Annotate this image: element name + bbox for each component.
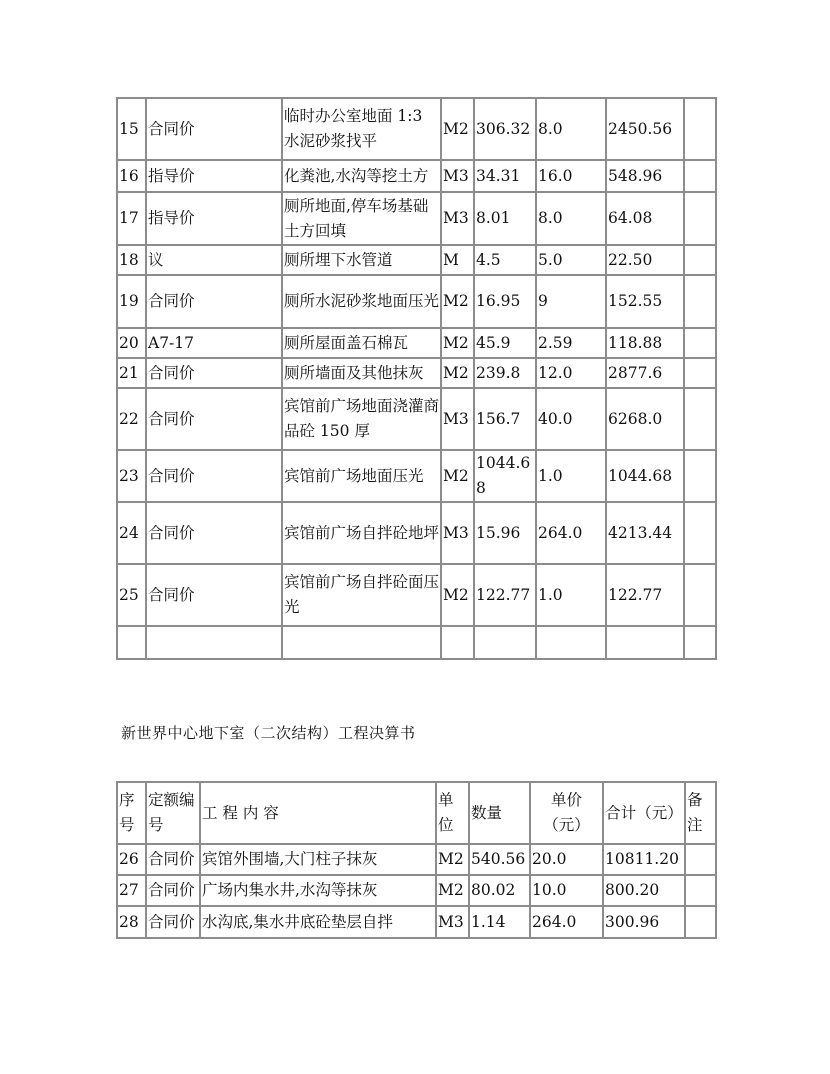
- cell-content: 宾馆前广场地面压光: [282, 450, 441, 502]
- cell-code: 合同价: [146, 388, 282, 450]
- cell-code: 指导价: [146, 160, 282, 192]
- cell-note: [684, 160, 716, 192]
- table-row: [117, 844, 716, 875]
- cell-price: 16.0: [536, 160, 606, 192]
- cell-unit: M3: [436, 906, 469, 938]
- cell-content: [282, 626, 441, 659]
- cell-unit: M3: [441, 388, 474, 450]
- cell-no: 16: [117, 160, 146, 192]
- cell-content: 宾馆前广场自拌砼面压光: [282, 564, 441, 626]
- cell-note: [684, 192, 716, 245]
- cell-unit: M: [441, 245, 474, 275]
- cell-note: [684, 502, 716, 564]
- header-total: 合计（元）: [603, 782, 685, 844]
- cell-unit: M2: [441, 275, 474, 328]
- cell-no: 25: [117, 564, 146, 626]
- header-content: 工 程 内 容: [200, 782, 436, 844]
- table-row: [117, 388, 716, 450]
- cell-unit: M2: [441, 98, 474, 160]
- cell-content: 临时办公室地面 1:3 水泥砂浆找平: [282, 98, 441, 160]
- cell-total: 2877.6: [606, 358, 684, 388]
- cell-total: 10811.20: [603, 844, 685, 875]
- cell-total: 6268.0: [606, 388, 684, 450]
- cell-price: 1.0: [536, 450, 606, 502]
- cell-price: 5.0: [536, 245, 606, 275]
- cell-total: 800.20: [603, 875, 685, 906]
- cell-unit: M2: [441, 328, 474, 358]
- cell-note: [685, 906, 716, 938]
- cell-no: 19: [117, 275, 146, 328]
- cell-price: 8.0: [536, 192, 606, 245]
- cell-no: 15: [117, 98, 146, 160]
- cell-unit: M3: [441, 502, 474, 564]
- cell-price: 20.0: [530, 844, 603, 875]
- cell-qty: 45.9: [474, 328, 536, 358]
- cell-note: [684, 358, 716, 388]
- cell-code: 合同价: [146, 358, 282, 388]
- cell-unit: M3: [441, 192, 474, 245]
- cell-no: [117, 626, 146, 659]
- table-header-row: [117, 782, 716, 844]
- cell-price: 9: [536, 275, 606, 328]
- cell-note: [684, 98, 716, 160]
- cell-note: [684, 275, 716, 328]
- cell-unit: M2: [441, 358, 474, 388]
- cell-no: 18: [117, 245, 146, 275]
- cell-qty: 306.32: [474, 98, 536, 160]
- cell-price: 2.59: [536, 328, 606, 358]
- cell-note: [685, 844, 716, 875]
- cell-code: 合同价: [146, 450, 282, 502]
- cell-code: 合同价: [146, 564, 282, 626]
- table-row: [117, 98, 716, 160]
- cell-code: [146, 626, 282, 659]
- cell-qty: 8.01: [474, 192, 536, 245]
- cell-no: 17: [117, 192, 146, 245]
- cell-price: 10.0: [530, 875, 603, 906]
- header-unit: 单位: [436, 782, 469, 844]
- cell-price: 264.0: [536, 502, 606, 564]
- cell-total: 118.88: [606, 328, 684, 358]
- cell-code: 议: [146, 245, 282, 275]
- cell-price: [536, 626, 606, 659]
- header-code: 定额编号: [146, 782, 200, 844]
- cell-qty: 540.56: [469, 844, 530, 875]
- cell-price: 1.0: [536, 564, 606, 626]
- cell-note: [684, 328, 716, 358]
- cell-code: 合同价: [146, 906, 200, 938]
- cell-no: 28: [117, 906, 146, 938]
- cell-code: A7-17: [146, 328, 282, 358]
- cell-unit: [441, 626, 474, 659]
- cell-qty: [474, 626, 536, 659]
- cell-note: [684, 388, 716, 450]
- cell-qty: 122.77: [474, 564, 536, 626]
- settlement-table-2: [116, 781, 717, 939]
- cell-note: [684, 626, 716, 659]
- cell-no: 26: [117, 844, 146, 875]
- page-heading: 新世界中心地下室（二次结构）工程决算书: [121, 724, 416, 742]
- cell-no: 23: [117, 450, 146, 502]
- table-row: [117, 275, 716, 328]
- cell-qty: 239.8: [474, 358, 536, 388]
- cell-content: 宾馆前广场自拌砼地坪: [282, 502, 441, 564]
- cell-price: 8.0: [536, 98, 606, 160]
- table-row: [117, 358, 716, 388]
- cell-no: 24: [117, 502, 146, 564]
- cell-content: 宾馆外围墙,大门柱子抹灰: [200, 844, 436, 875]
- cell-price: 264.0: [530, 906, 603, 938]
- cell-code: 合同价: [146, 275, 282, 328]
- table-row: [117, 626, 716, 659]
- settlement-table-1: [116, 97, 717, 660]
- cell-total: 22.50: [606, 245, 684, 275]
- cell-price: 12.0: [536, 358, 606, 388]
- cell-content: 厕所屋面盖石棉瓦: [282, 328, 441, 358]
- cell-code: 合同价: [146, 98, 282, 160]
- cell-note: [684, 564, 716, 626]
- table-row: [117, 875, 716, 906]
- cell-total: 548.96: [606, 160, 684, 192]
- cell-note: [684, 450, 716, 502]
- cell-qty: 1.14: [469, 906, 530, 938]
- cell-price: 40.0: [536, 388, 606, 450]
- cell-no: 21: [117, 358, 146, 388]
- cell-content: 化粪池,水沟等挖土方: [282, 160, 441, 192]
- cell-no: 27: [117, 875, 146, 906]
- cell-total: 152.55: [606, 275, 684, 328]
- cell-total: 122.77: [606, 564, 684, 626]
- header-qty: 数量: [469, 782, 530, 844]
- cell-code: 合同价: [146, 875, 200, 906]
- cell-qty: 15.96: [474, 502, 536, 564]
- cell-unit: M3: [441, 160, 474, 192]
- cell-no: 22: [117, 388, 146, 450]
- cell-unit: M2: [436, 844, 469, 875]
- table-row: [117, 502, 716, 564]
- table-row: [117, 160, 716, 192]
- cell-note: [685, 875, 716, 906]
- cell-unit: M2: [436, 875, 469, 906]
- header-price: 单价（元）: [530, 782, 603, 844]
- cell-content: 水沟底,集水井底砼垫层自拌: [200, 906, 436, 938]
- cell-note: [684, 245, 716, 275]
- cell-total: 64.08: [606, 192, 684, 245]
- table-row: [117, 245, 716, 275]
- cell-qty: 80.02: [469, 875, 530, 906]
- cell-unit: M2: [441, 450, 474, 502]
- cell-code: 合同价: [146, 502, 282, 564]
- table-row: [117, 564, 716, 626]
- cell-unit: M2: [441, 564, 474, 626]
- cell-no: 20: [117, 328, 146, 358]
- table-row: [117, 906, 716, 938]
- header-no: 序号: [117, 782, 146, 844]
- table-row: [117, 328, 716, 358]
- table-row: [117, 192, 716, 245]
- cell-content: 广场内集水井,水沟等抹灰: [200, 875, 436, 906]
- cell-code: 合同价: [146, 844, 200, 875]
- cell-qty: 156.7: [474, 388, 536, 450]
- cell-total: 2450.56: [606, 98, 684, 160]
- cell-content: 宾馆前广场地面浇灌商品砼 150 厚: [282, 388, 441, 450]
- cell-qty: 4.5: [474, 245, 536, 275]
- header-note: 备注: [685, 782, 716, 844]
- cell-content: 厕所埋下水管道: [282, 245, 441, 275]
- cell-content: 厕所水泥砂浆地面压光: [282, 275, 441, 328]
- cell-total: [606, 626, 684, 659]
- cell-qty: 34.31: [474, 160, 536, 192]
- cell-content: 厕所墙面及其他抹灰: [282, 358, 441, 388]
- cell-code: 指导价: [146, 192, 282, 245]
- table-row: [117, 450, 716, 502]
- cell-content: 厕所地面,停车场基础土方回填: [282, 192, 441, 245]
- cell-qty: 16.95: [474, 275, 536, 328]
- cell-total: 300.96: [603, 906, 685, 938]
- cell-total: 1044.68: [606, 450, 684, 502]
- cell-total: 4213.44: [606, 502, 684, 564]
- cell-qty: 1044.68: [474, 450, 536, 502]
